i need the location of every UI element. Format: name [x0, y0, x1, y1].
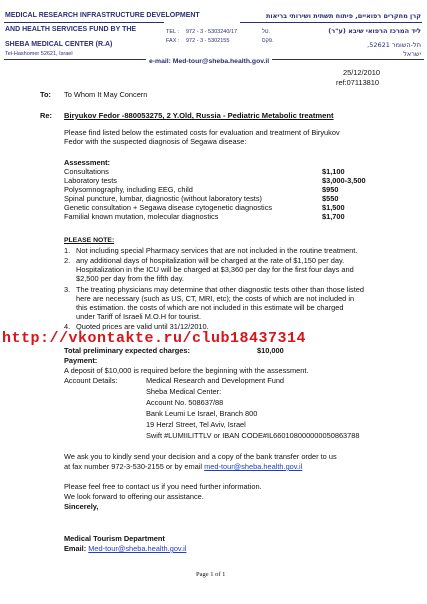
letterhead-rule-right: [240, 22, 422, 23]
note-line: The treating physicians may determine that other diagnostic tests other than those listed: [76, 285, 364, 294]
note-number: 2.: [64, 256, 71, 265]
fax-label: FAX :: [166, 38, 180, 44]
signature-dept: Medical Tourism Department: [64, 534, 165, 543]
note-line: any additional days of hospitalization will be charged at the rate of $1,150 per day.: [76, 256, 345, 265]
re-value: Biryukov Fedor -880053275, 2 Y.Old, Russia - Pediatric Metabolic treatment: [64, 111, 334, 120]
tel-label: TEL :: [166, 29, 179, 35]
closing: Sincerely,: [64, 502, 99, 511]
watermark-url: http://vkontakte.ru/club18437314: [2, 330, 307, 347]
note-line: Hospitalization in the ICU will be charged at $3,360 per day for the first four days and: [76, 265, 354, 274]
letterhead-rule-left: [4, 22, 164, 23]
total-label: Total preliminary expected charges:: [64, 346, 190, 355]
assessment-item-cost: $1,700: [322, 212, 345, 221]
to-label: To:: [40, 90, 51, 99]
note-line: Quoted prices are valid until 31/12/2010.: [76, 322, 209, 331]
account-label: Account Details:: [64, 376, 118, 385]
assessment-item-label: Spinal puncture, lumbar, diagnostic (without laboratory tests): [64, 194, 263, 203]
assessment-item-cost: $3,000-3,500: [322, 176, 366, 185]
contact-line-4: We look forward to offering our assistance.: [64, 492, 204, 501]
letter-date: 25/12/2010: [343, 68, 380, 77]
note-line: under Tariff of Israeli M.O.H for tourist.: [76, 312, 202, 321]
intro-line-1: Please find listed below the estimated costs for evaluation and treatment of Biryukov: [64, 128, 340, 137]
letterhead-email: e-mail: Med-tour@sheba.health.gov.il: [146, 57, 272, 66]
re-label: Re:: [40, 111, 52, 120]
letterhead-he-line3: תל-השומר 52621,: [367, 41, 421, 49]
signature-email-link[interactable]: Med-tour@sheba.health.gov.il: [88, 544, 187, 553]
tel-value: 972 - 3 - 5303240/17: [186, 29, 238, 35]
assessment-item-label: Consultations: [64, 167, 109, 176]
assessment-item-cost: $550: [322, 194, 339, 203]
assessment-item-label: Familial known mutation, molecular diagnostics: [64, 212, 219, 221]
note-line: here are necessary (such as US, CT, MRI, etc); the costs of which are not included in: [76, 294, 355, 303]
notes-title: PLEASE NOTE:: [64, 237, 115, 244]
assessment-item-cost: $1,500: [322, 203, 345, 212]
note-line: this estimation. the costs of which are not included in this estimate will be charged: [76, 303, 344, 312]
account-line: Swift #LUMIILITTLV or IBAN CODE#IL660108000000050863788: [146, 431, 360, 440]
signature-email-row: [64, 544, 186, 553]
payment-deposit: A deposit of $10,000 is required before the beginning with the assessment.: [64, 366, 309, 375]
account-line: Sheba Medical Center:: [146, 387, 222, 396]
letter-ref: ref:07113810: [336, 78, 380, 87]
note-number: 1.: [64, 246, 71, 255]
assessment-item-label: Polysomnography, including EEG, child: [64, 185, 193, 194]
assessment-item-cost: $1,100: [322, 167, 345, 176]
account-line: Bank Leumi Le Israel, Branch 800: [146, 409, 258, 418]
account-line: 19 Herzl Street, Tel Aviv, Israel: [146, 420, 246, 429]
he-fax-label: פקס.: [262, 38, 274, 44]
assessment-item-cost: $950: [322, 185, 339, 194]
note-number: 3.: [64, 285, 71, 294]
letterhead-en-line1: MEDICAL RESEARCH INFRASTRUCTURE DEVELOPMENT: [5, 12, 200, 19]
contact-line-3: Please feel free to contact us if you need further information.: [64, 482, 262, 491]
total-value: $10,000: [257, 346, 284, 355]
to-value: To Whom It May Concern: [64, 90, 148, 99]
letterhead-he-line1: קרן מחקרים רפואיים, פיתוח תשתית ושירותי בריאות: [265, 12, 421, 20]
payment-title: Payment:: [64, 356, 98, 365]
letterhead-he-line4: ישראל: [403, 50, 421, 58]
assessment-item-label: Genetic consultation + Segawa disease cytogenetic diagnostics: [64, 203, 273, 212]
assessment-title: Assessment:: [64, 158, 111, 167]
account-line: Account No. 508637/88: [146, 398, 224, 407]
contact-line-2: [64, 462, 302, 471]
letterhead-he-line2: ליד המרכז הרפואי שיבא (ע"ר): [328, 27, 421, 35]
contact-line-2-text: at fax number 972-3-530-2155 or by email: [64, 462, 203, 471]
note-line: $2,500 per day from the fifth day.: [76, 274, 184, 283]
contact-line-1: We ask you to kindly send your decision and a copy of the bank transfer order to us: [64, 452, 337, 461]
note-number: 4.: [64, 322, 71, 331]
account-line: Medical Research and Development Fund: [146, 376, 285, 385]
letterhead-en-line4: Tel-Hashomer 52621, Israel: [5, 51, 73, 57]
assessment-item-label: Laboratory tests: [64, 176, 117, 185]
note-line: Not including special Pharmacy services that are not included in the routine treatment.: [76, 246, 358, 255]
fax-value: 972 - 3 - 5302155: [186, 38, 230, 44]
letterhead-en-line2: AND HEALTH SERVICES FUND BY THE: [5, 26, 137, 33]
intro-line-2: Fedor with the suspected diagnosis of Segawa disease:: [64, 137, 247, 146]
he-tel-label: טל.: [262, 29, 271, 35]
signature-email-label: Email:: [64, 544, 87, 553]
letterhead-en-line3: SHEBA MEDICAL CENTER (R.A): [5, 41, 113, 48]
contact-email-link[interactable]: med-tour@sheba.health.gov.il: [204, 462, 303, 471]
page-number: Page 1 of 1: [196, 571, 226, 578]
